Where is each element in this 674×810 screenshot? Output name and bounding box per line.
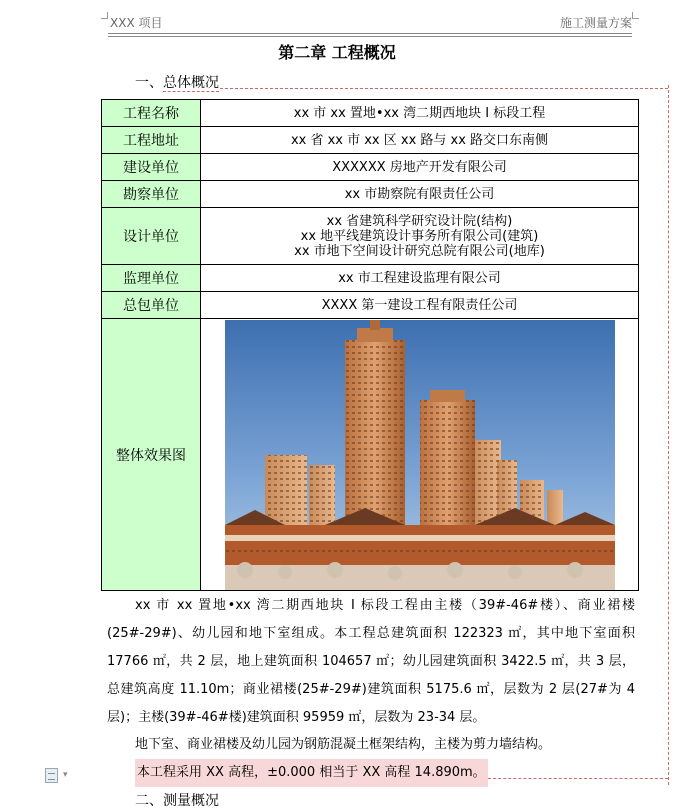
project-info-table: [101, 99, 639, 591]
body-paragraph-elevation-highlighted: 本工程采用 XX 高程，±0.000 相当于 XX 高程 14.890m。: [135, 759, 488, 787]
row-label: 建设单位: [102, 154, 201, 181]
row-label: 工程地址: [102, 127, 201, 154]
chevron-down-icon[interactable]: ▾: [63, 770, 68, 780]
design-unit-line: xx 市地下空间设计研究总院有限公司(地库): [294, 243, 545, 259]
rendering-cell: [201, 319, 639, 591]
header-document-title: 施工测量方案: [559, 16, 632, 30]
revision-connector-line: [220, 88, 668, 89]
section-number: 二、: [135, 793, 163, 809]
section-heading-1: [135, 72, 219, 92]
table-row: [102, 265, 639, 292]
design-unit-line: xx 地平线建筑设计事务所有限公司(建筑): [300, 228, 539, 244]
table-row: [102, 292, 639, 319]
revision-connector-line-2: [488, 778, 668, 779]
section-title: 测量概况: [163, 793, 219, 809]
row-label: 工程名称: [102, 100, 201, 127]
building-rendering-image: [225, 320, 615, 590]
section-title: 总体概况: [163, 75, 219, 91]
row-value-multiline: [201, 208, 639, 265]
chapter-title: 第二章 工程概况: [278, 43, 396, 62]
row-value: xx 市 xx 置地•xx 湾二期西地块 I 标段工程: [201, 100, 639, 127]
row-value: xx 市勘察院有限责任公司: [201, 181, 639, 208]
document-icon[interactable]: [45, 768, 58, 783]
table-row: [102, 154, 639, 181]
crop-mark-top-left: [101, 12, 108, 19]
row-value: xx 省 xx 市 xx 区 xx 路与 xx 路交口东南侧: [201, 127, 639, 154]
section-heading-2: [135, 790, 219, 810]
header-project-name: XXX 项目: [110, 16, 163, 30]
row-label: 监理单位: [102, 265, 201, 292]
header-divider: [108, 33, 632, 34]
row-value: xx 市工程建设监理有限公司: [201, 265, 639, 292]
header-divider-2: [108, 36, 632, 37]
table-row: [102, 208, 639, 265]
crop-mark-top-right: [632, 12, 639, 19]
table-row: [102, 319, 639, 591]
row-value: XXXX 第一建设工程有限责任公司: [201, 292, 639, 319]
row-label: 整体效果图: [102, 319, 201, 591]
row-label: 设计单位: [102, 208, 201, 265]
design-unit-line: xx 省建筑科学研究设计院(结构): [326, 213, 513, 229]
table-row: [102, 127, 639, 154]
table-row: [102, 181, 639, 208]
section-number: 一、: [135, 75, 163, 91]
revision-margin-line: [668, 85, 671, 785]
body-paragraph-structure: 地下室、商业裙楼及幼儿园为钢筋混凝土框架结构，主楼为剪力墙结构。: [135, 737, 552, 752]
row-label: 勘察单位: [102, 181, 201, 208]
body-paragraph-overview: xx 市 xx 置地•xx 湾二期西地块 I 标段工程由主楼（39#-46#楼）、商业裙楼(25#-29#)、幼儿园和地下室组成。本工程总建筑面积 122323 ㎡，其中地下室面积 17766 ㎡，共 2 层，地上建筑面积 104657 ㎡；幼儿园建筑面积 3422.5 ㎡，共 3 层，总建筑高度 11.10m；商业裙楼(25#-29#)建筑面积 5175.6 ㎡，层数为 2 层(27#为 4 层)；主楼(39#-46#楼)建筑面积 95959 ㎡，层数为 23-34 层。: [107, 598, 635, 725]
table-row: [102, 100, 639, 127]
row-value: XXXXXX 房地产开发有限公司: [201, 154, 639, 181]
row-label: 总包单位: [102, 292, 201, 319]
